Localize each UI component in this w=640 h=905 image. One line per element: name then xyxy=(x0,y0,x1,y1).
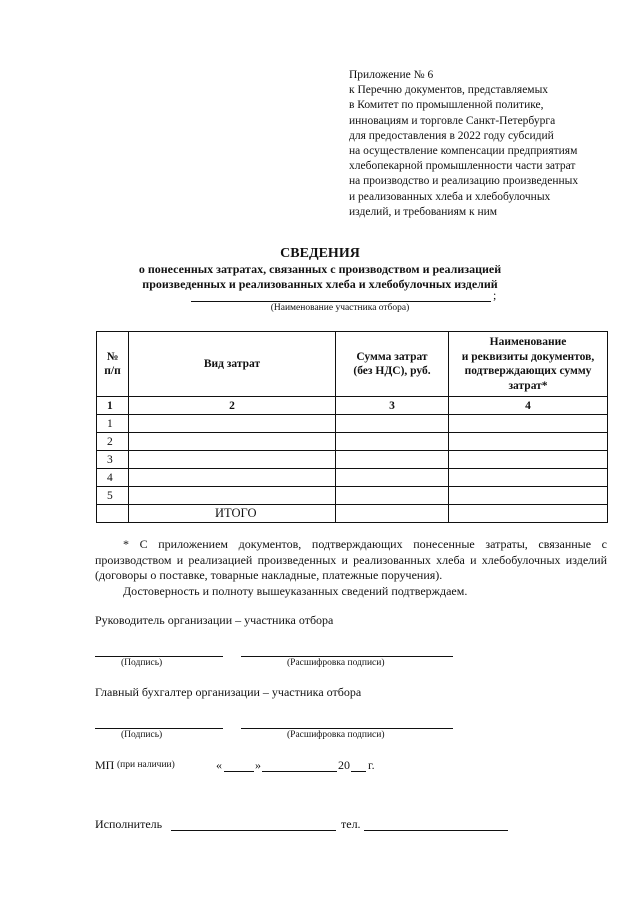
head-label: Руководитель организации – участника отбора xyxy=(95,613,334,627)
table-row xyxy=(97,451,608,469)
participant-caption: (Наименование участника отбора) xyxy=(270,303,410,313)
appendix-line: на производство и реализацию произведенных xyxy=(349,175,579,188)
cost-type-cell[interactable] xyxy=(129,415,336,433)
documents-cell[interactable] xyxy=(449,487,608,505)
cost-amount-cell[interactable] xyxy=(336,487,449,505)
head-signature-line[interactable] xyxy=(95,656,223,657)
confirmation-text: Достоверность и полноту вышеуказанных сведений подтверждаем. xyxy=(123,583,468,598)
column-number-row xyxy=(97,397,608,415)
row-number: 4 xyxy=(97,469,129,487)
cost-amount-cell[interactable] xyxy=(336,451,449,469)
phone-label: тел. xyxy=(341,817,361,831)
phone-line[interactable] xyxy=(364,830,508,831)
header-documents: Наименование и реквизиты документов, подтверждающих сумму затрат* xyxy=(449,332,608,397)
column-number: 1 xyxy=(97,397,129,415)
cost-amount-cell[interactable] xyxy=(336,415,449,433)
column-number: 2 xyxy=(129,397,336,415)
accountant-signature-line[interactable] xyxy=(95,728,223,729)
appendix-line: Приложение № 6 xyxy=(349,69,434,81)
cost-type-cell[interactable] xyxy=(129,469,336,487)
appendix-line: хлебопекарной промышленности части затрат xyxy=(349,160,576,173)
appendix-line: изделий, и требованиям к ним xyxy=(349,205,498,218)
date-close-quote: » xyxy=(255,758,261,772)
accountant-decryption-line[interactable] xyxy=(241,728,453,729)
executor-label: Исполнитель xyxy=(95,817,163,831)
appendix-block xyxy=(349,68,629,220)
cost-type-cell[interactable] xyxy=(129,487,336,505)
date-month-line[interactable] xyxy=(262,771,337,772)
total-label: ИТОГО xyxy=(129,505,336,523)
row-number: 5 xyxy=(97,487,129,505)
documents-cell[interactable] xyxy=(449,433,608,451)
footnote-asterisk: * С приложением документов, подтверждающих понесенные затраты, связанные с производством и реализацией произведенных и реализованных хлеба и хлебобулочных изделий (договоры о поставке, товарные накладные, платежные поручения). xyxy=(95,537,607,582)
cost-type-cell[interactable] xyxy=(129,433,336,451)
executor-name-line[interactable] xyxy=(171,830,336,831)
documents-cell[interactable] xyxy=(449,451,608,469)
stamp-optional: (при наличии) xyxy=(117,760,175,770)
column-number: 4 xyxy=(449,397,608,415)
table-row xyxy=(97,469,608,487)
date-century: 20 xyxy=(338,758,350,772)
costs-table xyxy=(96,331,608,523)
appendix-line: и реализованных хлеба и хлебобулочных xyxy=(349,190,551,203)
subtitle-line-1: о понесенных затратах, связанных с производством и реализацией xyxy=(138,262,502,276)
table-row xyxy=(97,415,608,433)
date-open-quote: « xyxy=(216,758,222,772)
appendix-line: для предоставления в 2022 году субсидий xyxy=(349,129,554,142)
row-number: 3 xyxy=(97,451,129,469)
subtitle-line-2: произведенных и реализованных хлеба и хлебобулочных изделий xyxy=(142,277,498,291)
table-header-row xyxy=(97,332,608,397)
table-row xyxy=(97,487,608,505)
footnote-block xyxy=(95,537,607,599)
head-decryption-caption: (Расшифровка подписи) xyxy=(287,658,385,668)
documents-cell[interactable] xyxy=(449,469,608,487)
date-year-suffix: г. xyxy=(368,758,375,772)
participant-name-line[interactable] xyxy=(191,301,491,302)
documents-cell[interactable] xyxy=(449,415,608,433)
table-row xyxy=(97,433,608,451)
document-subtitle xyxy=(0,262,640,292)
total-amount-cell[interactable] xyxy=(336,505,449,523)
appendix-line: к Перечню документов, представляемых xyxy=(349,84,549,97)
accountant-label: Главный бухгалтер организации – участника отбора xyxy=(95,685,362,699)
row-number: 1 xyxy=(97,415,129,433)
header-cost-amount: Сумма затрат (без НДС), руб. xyxy=(336,332,449,397)
appendix-line: инновациям и торговле Санкт-Петербурга xyxy=(349,114,556,127)
appendix-line: в Комитет по промышленной политике, xyxy=(349,99,544,112)
appendix-line: на осуществление компенсации предприятиям xyxy=(349,145,578,158)
cost-amount-cell[interactable] xyxy=(336,433,449,451)
row-number: 2 xyxy=(97,433,129,451)
header-cost-type: Вид затрат xyxy=(129,332,336,397)
head-signature-caption: (Подпись) xyxy=(121,658,163,668)
date-year-line[interactable] xyxy=(351,771,366,772)
header-number: № п/п xyxy=(97,332,129,397)
column-number: 3 xyxy=(336,397,449,415)
total-row xyxy=(97,505,608,523)
participant-semicolon: ; xyxy=(493,288,497,302)
head-decryption-line[interactable] xyxy=(241,656,453,657)
date-day-line[interactable] xyxy=(224,771,254,772)
accountant-decryption-caption: (Расшифровка подписи) xyxy=(287,730,385,740)
document-title: СВЕДЕНИЯ xyxy=(280,246,360,261)
accountant-signature-caption: (Подпись) xyxy=(121,730,163,740)
cost-amount-cell[interactable] xyxy=(336,469,449,487)
stamp-label: МП xyxy=(95,758,115,772)
total-documents-cell[interactable] xyxy=(449,505,608,523)
cost-type-cell[interactable] xyxy=(129,451,336,469)
total-number-cell xyxy=(97,505,129,523)
